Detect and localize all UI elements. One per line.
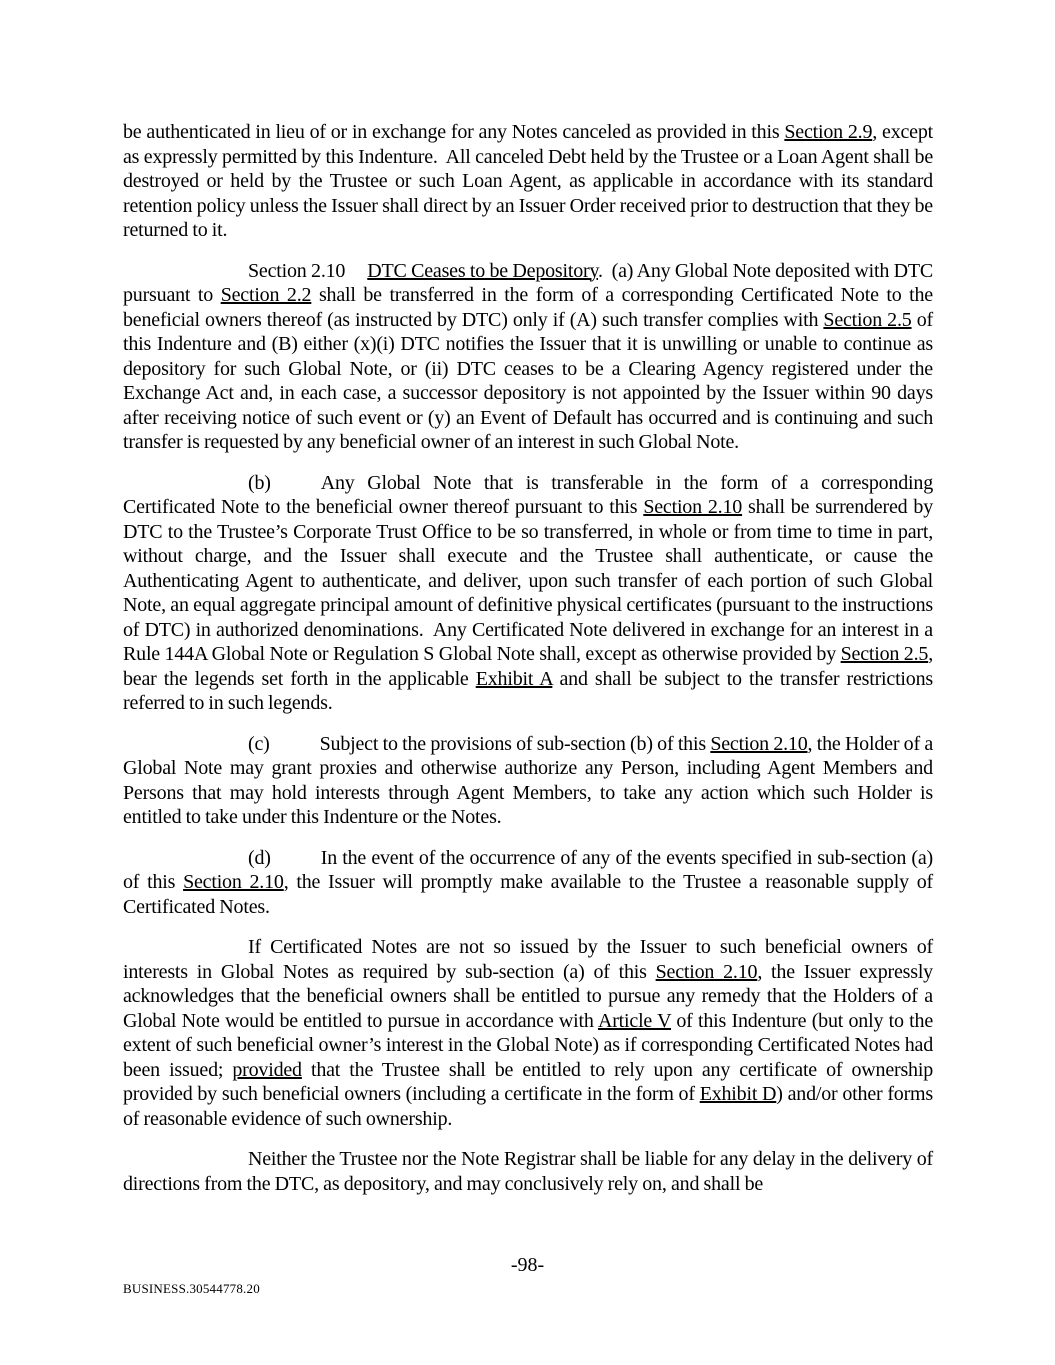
para-section-2-10-a <box>123 259 933 455</box>
text-run: , the Issuer expressly acknowledges that the beneficial owners shall be entitled to pursue any remedy that the Holders of a Global Note would be entitled to pursue in accordance with <box>123 960 933 1032</box>
underlined-reference: Section 2.2 <box>220 284 312 306</box>
underlined-reference: provided <box>232 1058 302 1081</box>
text-run: (d) <box>248 846 271 869</box>
text-run: Section 2.10 <box>248 259 346 282</box>
page-number: -98- <box>510 1254 545 1276</box>
underlined-reference: Exhibit D <box>699 1083 777 1105</box>
underlined-reference: DTC Ceases to be Depository <box>367 259 598 282</box>
text-run: that the Trustee shall be entitled to rely upon any certificate of ownership provided by such beneficial owners (including a certificate in the form of <box>123 1058 933 1105</box>
document-body <box>123 120 933 1212</box>
para-neither-trustee <box>123 1147 933 1196</box>
text-run: be authenticated in lieu of or in exchange for any Notes canceled as provided in this <box>123 121 785 143</box>
text-run: Subject to the provisions of sub-section (b) of this <box>319 732 711 755</box>
text-run: , the Issuer will promptly make available to the Trustee a reasonable supply of Certificated Notes. <box>123 871 933 918</box>
text-run: of this Indenture (but only to the extent of such beneficial owner’s interest in the Global Note) as if corresponding Certificated Notes had been issued; <box>123 1009 933 1081</box>
underlined-reference: Article V <box>597 1009 671 1032</box>
underlined-reference: Exhibit A <box>475 667 553 690</box>
underlined-reference: Section 2.5 <box>840 643 929 665</box>
text-run: shall be transferred in the form of a corresponding Certificated Note to the beneficial owners thereof (as instructed by DTC) only if (A) such transfer complies with <box>123 284 933 331</box>
underlined-reference: Section 2.10 <box>183 871 284 893</box>
text-run: of this Indenture and (B) either (x)(i) DTC notifies the Issuer that it is unwilling or unable to continue as depository for such Global Note, or (ii) DTC ceases to be a Clearing Agency registered under the Exchange Act and, in each case, a successor depository is not appointed by the Issuer within 90 days after receiving notice of such event or (y) an Event of Default has occurred and is continuing and such transfer is requested by any beneficial owner of an interest in such Global Note. <box>123 308 933 453</box>
para-section-2-10-d <box>123 846 933 920</box>
text-run: , bear the legends set forth in the applicable <box>123 643 934 690</box>
text-run: and shall be subject to the transfer restrictions referred to in such legends. <box>123 667 933 714</box>
para-canceled-notes-continuation <box>123 120 933 243</box>
document-id-stamp: BUSINESS.30544778.20 <box>123 1281 260 1296</box>
text-run: (b) <box>248 471 271 494</box>
text-run: If Certificated Notes are not so issued by the Issuer to such beneficial owners of interests in Global Notes as required by sub-section (a) of this <box>123 936 933 983</box>
text-run: ) and/or other forms of reasonable evidence of such ownership. <box>123 1083 934 1130</box>
para-section-2-10-c <box>123 732 933 830</box>
text-run: In the event of the occurrence of any of the events specified in sub-section (a) of this <box>123 846 933 893</box>
underlined-reference: Section 2.9 <box>784 121 873 143</box>
underlined-reference: Section 2.5 <box>823 308 912 331</box>
text-run: , except as expressly permitted by this Indenture. All canceled Debt held by the Trustee or a Loan Agent shall be destroyed or held by the Trustee or such Loan Agent, as applicable in accordance with its standard retention policy unless the Issuer shall direct by an Issuer Order received prior to destruction that they be returned to it. <box>123 121 934 241</box>
text-run: shall be surrendered by DTC to the Trustee’s Corporate Trust Office to be so transferred, in whole or from time to time in part, without charge, and the Issuer shall execute and the Trustee shall authenticate, or cause the Authenticating Agent to authenticate, and deliver, upon such transfer of each portion of such Global Note, an equal aggregate principal amount of definitive physical certificates (pursuant to the instructions of DTC) in authorized denominations. Any Certificated Note delivered in exchange for an interest in a Rule 144A Global Note or Regulation S Global Note shall, except as otherwise provided by <box>123 496 933 665</box>
text-run: . (a) Any Global Note deposited with DTC pursuant to <box>123 259 934 306</box>
underlined-reference: Section 2.10 <box>710 732 808 755</box>
text-run: (c) <box>248 732 270 755</box>
para-if-certificated-notes <box>123 935 933 1131</box>
text-run: Neither the Trustee nor the Note Registrar shall be liable for any delay in the delivery of directions from the DTC, as depository, and may conclusively rely on, and shall be <box>123 1148 933 1195</box>
para-section-2-10-b <box>123 471 933 716</box>
text-run: Any Global Note that is transferable in the form of a corresponding Certificated Note to the beneficial owner thereof pursuant to this <box>123 471 933 518</box>
text-run: , the Holder of a Global Note may grant proxies and otherwise authorize any Person, including Agent Members and Persons that may hold interests through Agent Members, to take any action which such Holder is entitled to take under this Indenture or the Notes. <box>123 732 934 828</box>
underlined-reference: Section 2.10 <box>643 496 743 518</box>
underlined-reference: Section 2.10 <box>655 960 758 983</box>
